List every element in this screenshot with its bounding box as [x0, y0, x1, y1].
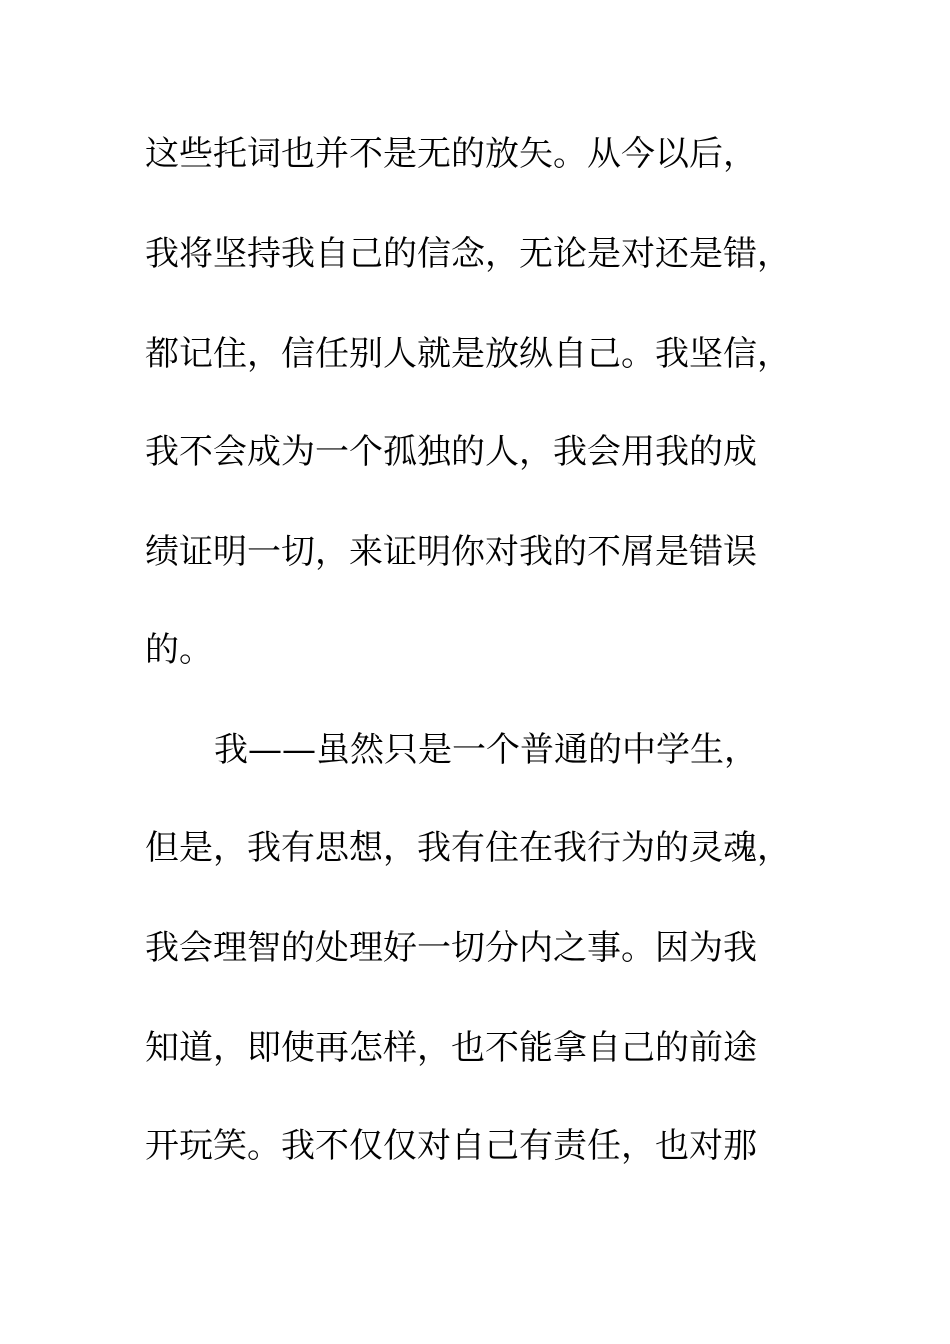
text-line-8: 但是，我有思想，我有住在我行为的灵魂，	[145, 828, 791, 868]
paragraph-start-line: 我——虽然只是一个普通的中学生，	[214, 730, 758, 770]
text-line-11: 开玩笑。我不仅仅对自己有责任，也对那	[145, 1126, 757, 1166]
text-line-3: 都记住，信任别人就是放纵自己。我坚信，	[145, 334, 791, 374]
text-line-4: 我不会成为一个孤独的人，我会用我的成	[145, 432, 757, 472]
text-line-5: 绩证明一切，来证明你对我的不屑是错误	[145, 532, 757, 572]
text-line-10: 知道，即使再怎样，也不能拿自己的前途	[145, 1028, 757, 1068]
text-line-1: 这些托词也并不是无的放矢。从今以后，	[145, 134, 757, 174]
text-line-2: 我将坚持我自己的信念，无论是对还是错，	[145, 234, 791, 274]
text-line-6: 的。	[145, 630, 213, 670]
text-line-9: 我会理智的处理好一切分内之事。因为我	[145, 928, 757, 968]
